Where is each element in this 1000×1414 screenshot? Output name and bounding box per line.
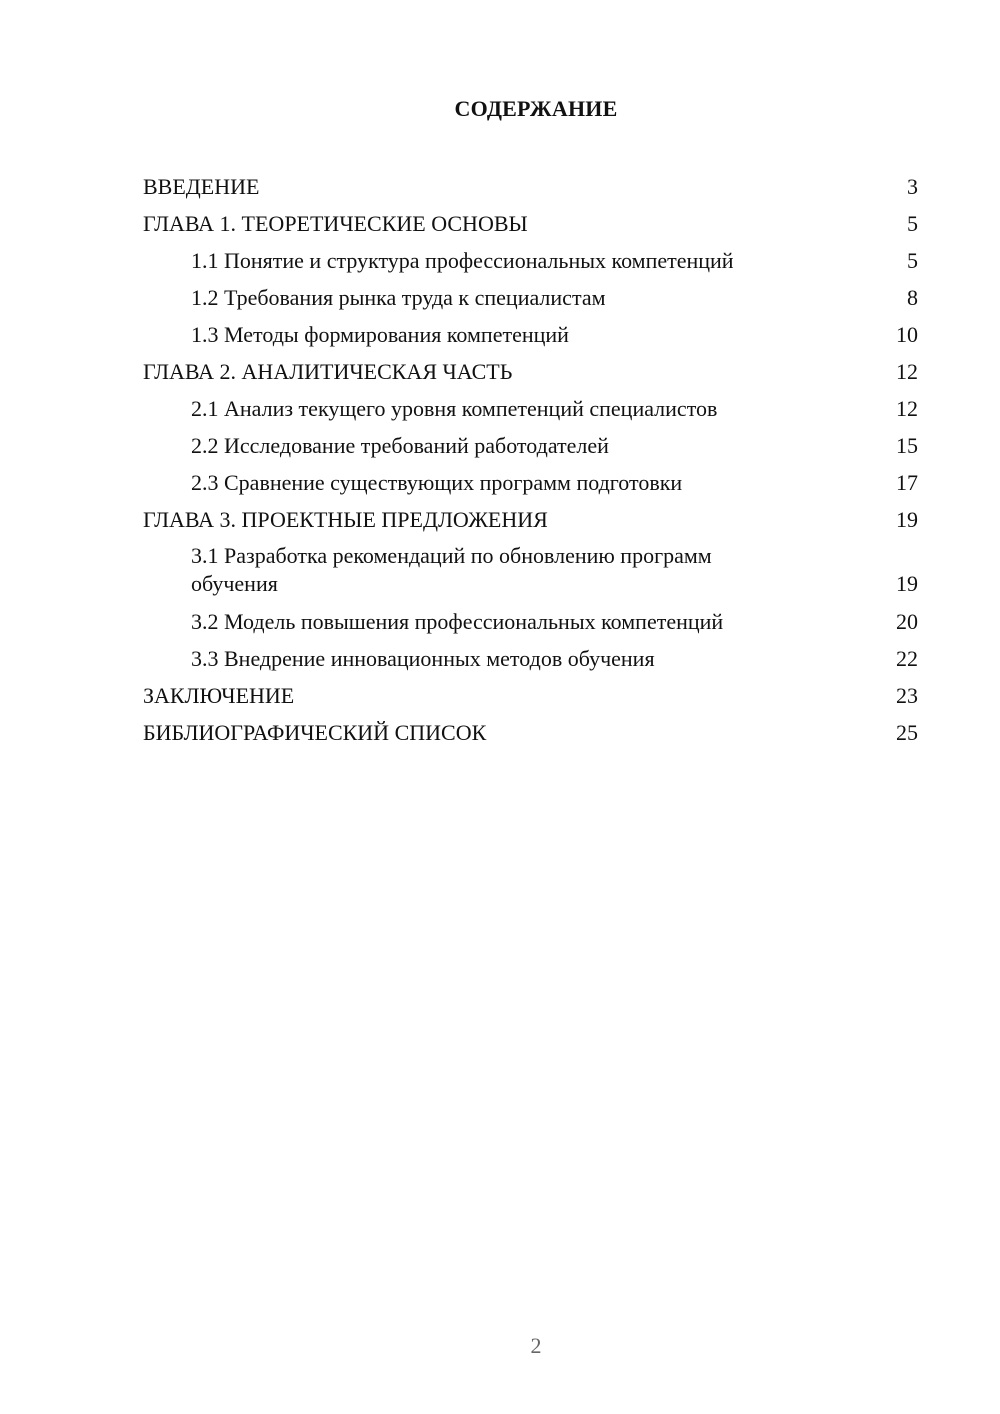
toc-entry-section-1-1[interactable] — [143, 242, 918, 279]
toc-entry-label: 3.2 Модель повышения профессиональных компетенций — [191, 609, 724, 634]
toc-entry-label: 2.1 Анализ текущего уровня компетенций специалистов — [191, 396, 718, 421]
toc-entry-label: 1.3 Методы формирования компетенций — [191, 322, 569, 347]
toc-entry-chapter-1[interactable] — [143, 205, 918, 242]
toc-entry-bibliography[interactable] — [143, 714, 918, 751]
toc-entry-page: 10 — [896, 322, 918, 347]
toc-entry-label: 2.2 Исследование требований работодателей — [191, 433, 609, 458]
toc-entry-page: 15 — [896, 433, 918, 458]
toc-entry-label: 2.3 Сравнение существующих программ подготовки — [191, 470, 683, 495]
toc-entry-chapter-2[interactable] — [143, 353, 918, 390]
page-title: СОДЕРЖАНИЕ — [454, 96, 618, 121]
toc-entry-introduction[interactable] — [143, 168, 918, 205]
toc-entry-section-3-2[interactable] — [143, 603, 918, 640]
toc-entry-page: 8 — [907, 285, 918, 310]
toc-entry-label: ВВЕДЕНИЕ — [143, 174, 260, 199]
toc-entry-page: 5 — [907, 248, 918, 273]
toc-entry-page: 23 — [896, 683, 918, 708]
toc-entry-page: 19 — [896, 507, 918, 532]
toc-entry-page: 12 — [896, 396, 918, 421]
toc-entry-conclusion[interactable] — [143, 677, 918, 714]
toc-entry-page: 3 — [907, 174, 918, 199]
toc-entry-section-2-1[interactable] — [143, 390, 918, 427]
toc-entry-label: ЗАКЛЮЧЕНИЕ — [143, 683, 295, 708]
toc-entry-label: 1.2 Требования рынка труда к специалистам — [191, 285, 606, 310]
toc-entry-section-1-2[interactable] — [143, 279, 918, 316]
toc-entry-chapter-3[interactable] — [143, 501, 918, 538]
toc-entry-section-3-1[interactable] — [143, 542, 918, 598]
toc-entry-label: ГЛАВА 2. АНАЛИТИЧЕСКАЯ ЧАСТЬ — [143, 359, 513, 384]
toc-entry-page: 5 — [907, 211, 918, 236]
table-of-contents — [143, 168, 918, 751]
toc-entry-section-2-2[interactable] — [143, 427, 918, 464]
toc-entry-label: БИБЛИОГРАФИЧЕСКИЙ СПИСОК — [143, 720, 487, 745]
toc-entry-page: 12 — [896, 359, 918, 384]
toc-entry-label: 3.1 Разработка рекомендаций по обновлению программ обучения — [191, 543, 712, 596]
toc-entry-label: ГЛАВА 1. ТЕОРЕТИЧЕСКИЕ ОСНОВЫ — [143, 211, 528, 236]
toc-entry-page: 20 — [896, 609, 918, 634]
toc-entry-section-2-3[interactable] — [143, 464, 918, 501]
toc-entry-section-3-3[interactable] — [143, 640, 918, 677]
toc-entry-label: ГЛАВА 3. ПРОЕКТНЫЕ ПРЕДЛОЖЕНИЯ — [143, 507, 548, 532]
toc-entry-page: 22 — [896, 646, 918, 671]
page-number: 2 — [530, 1333, 542, 1358]
toc-entry-page: 17 — [896, 470, 918, 495]
toc-entry-page: 25 — [896, 720, 918, 745]
toc-entry-section-1-3[interactable] — [143, 316, 918, 353]
toc-entry-label: 1.1 Понятие и структура профессиональных компетенций — [191, 248, 734, 273]
toc-entry-label: 3.3 Внедрение инновационных методов обучения — [191, 646, 655, 671]
toc-entry-page: 19 — [896, 571, 918, 596]
